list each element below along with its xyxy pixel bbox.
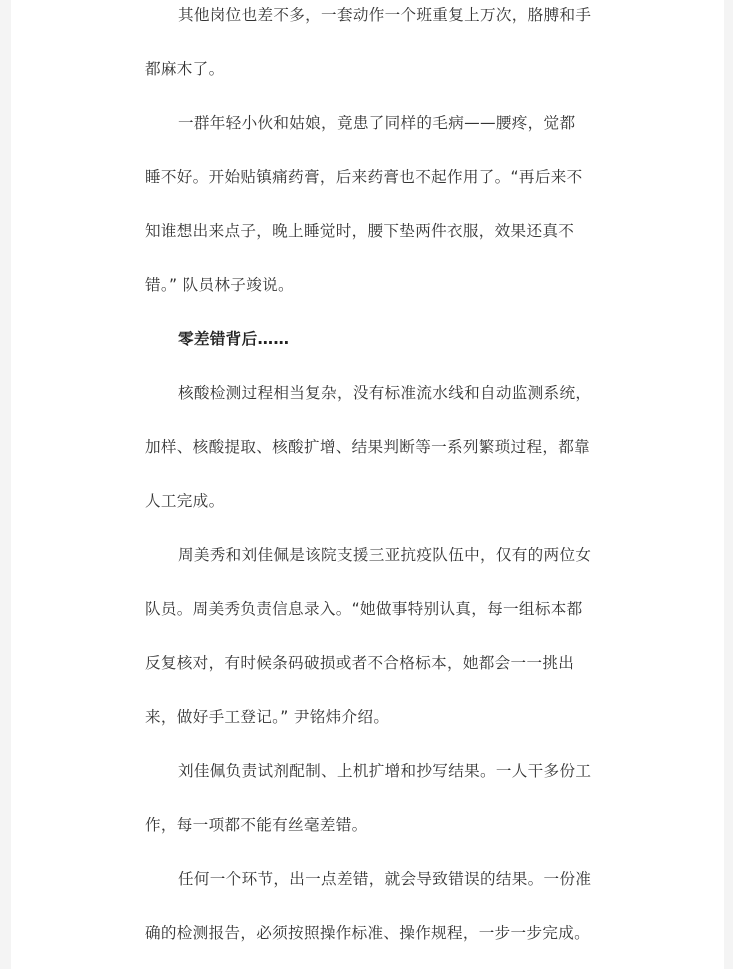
paragraph-line: 作，每一项都不能有丝毫差错。 [145,816,368,834]
paragraph-line: 反复核对，有时候条码破损或者不合格标本，她都会一一挑出 [145,654,575,672]
section-heading: 零差错背后…… [178,330,290,348]
paragraph-line: 都麻木了。 [145,60,225,78]
paragraph-line: 人工完成。 [145,492,225,510]
paragraph-line: 任何一个环节，出一点差错，就会导致错误的结果。一份准 [178,870,592,888]
paragraph-line: 加样、核酸提取、核酸扩增、结果判断等一系列繁琐过程，都靠 [145,438,591,456]
paragraph-line: 其他岗位也差不多，一套动作一个班重复上万次，胳膊和手 [178,6,592,24]
paragraph-line: 周美秀和刘佳佩是该院支援三亚抗疫队伍中，仅有的两位女 [178,546,592,564]
paragraph-line: 知谁想出来点子，晚上睡觉时，腰下垫两件衣服，效果还真不 [145,222,575,240]
paragraph-line: 确的检测报告，必须按照操作标准、操作规程，一步一步完成。 [145,924,591,942]
paragraph-line: 错。” 队员林子竣说。 [145,276,294,294]
paragraph-line: 一群年轻小伙和姑娘，竟患了同样的毛病——腰疼，觉都 [178,114,576,132]
right-gutter [724,0,733,969]
paragraph-line: 睡不好。开始贴镇痛药膏，后来药膏也不起作用了。“再后来不 [145,168,583,186]
paragraph-line: 刘佳佩负责试剂配制、上机扩增和抄写结果。一人干多份工 [178,762,592,780]
paragraph-line: 队员。周美秀负责信息录入。“她做事特别认真，每一组标本都 [145,600,583,618]
paragraph-line: 来，做好手工登记。” 尹铭炜介绍。 [145,708,390,726]
paragraph-line: 核酸检测过程相当复杂，没有标准流水线和自动监测系统， [178,384,592,402]
left-gutter [0,0,11,969]
